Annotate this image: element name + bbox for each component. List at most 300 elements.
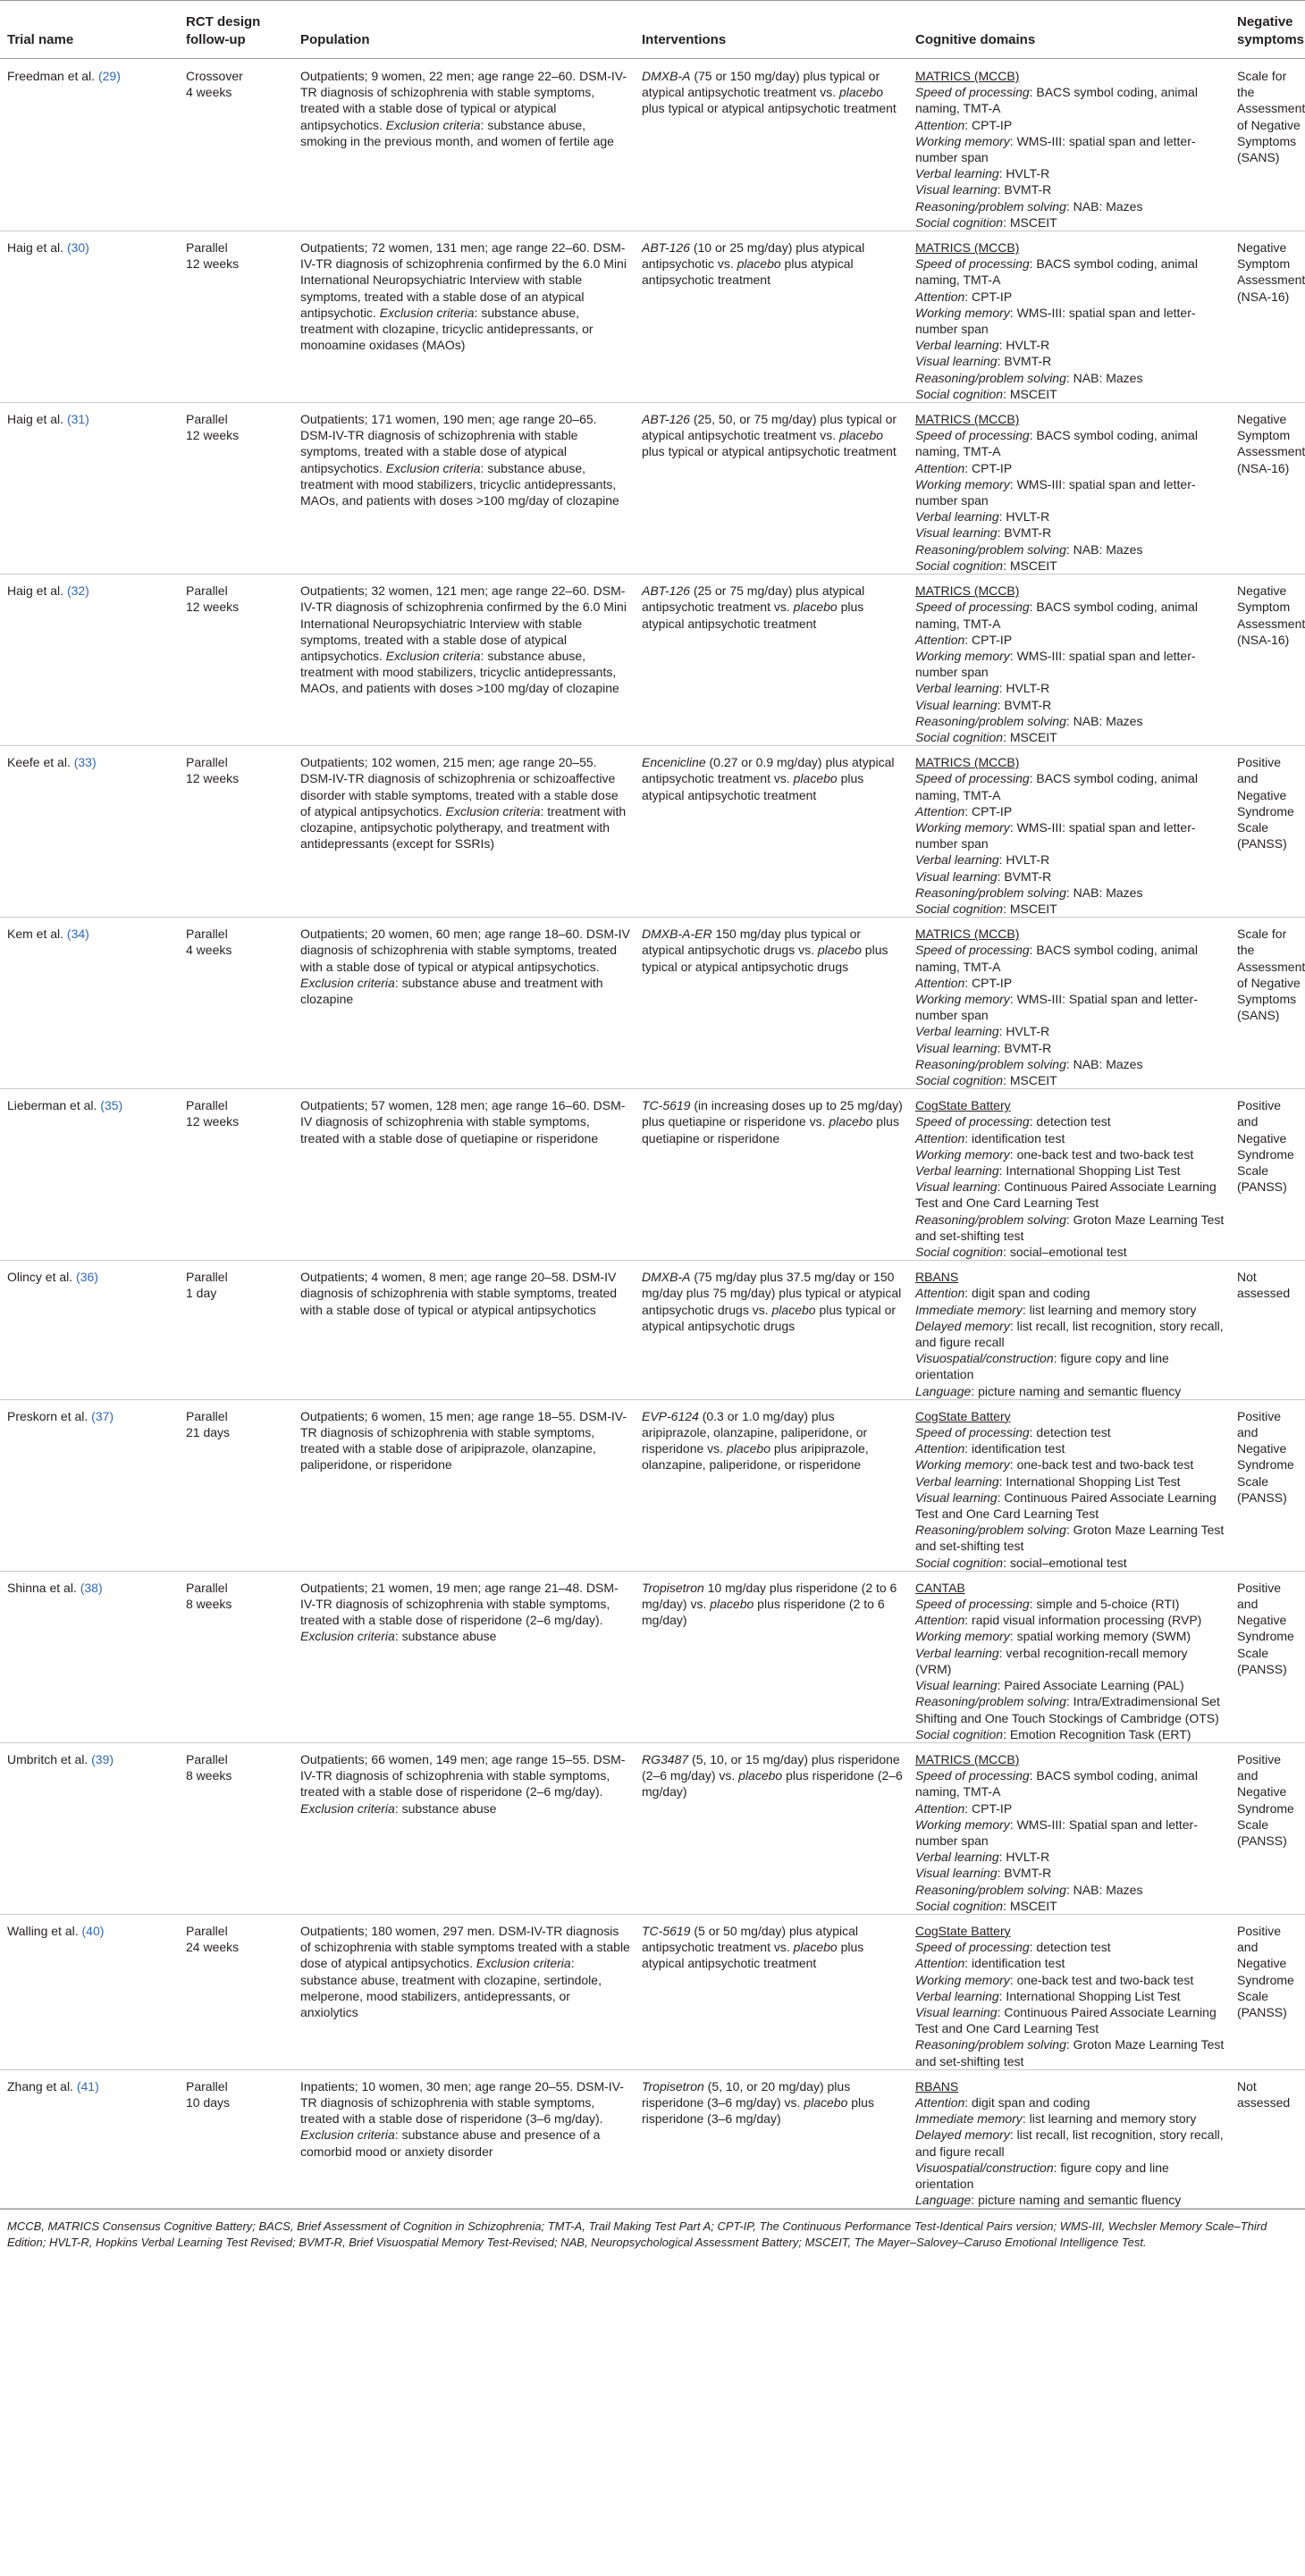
domain-tests: : MSCEIT: [1003, 729, 1057, 744]
design-type: Parallel: [186, 1580, 228, 1595]
domain-name: Attention: [915, 1441, 965, 1456]
domain-name: Attention: [915, 632, 965, 647]
domain-line: [915, 1817, 1226, 1849]
interventions-cell: [635, 1742, 908, 1914]
domain-name: Reasoning/problem solving: [915, 198, 1066, 214]
domain-tests: : NAB: Mazes: [1065, 1882, 1143, 1897]
domain-tests: : International Shopping List Test: [998, 1473, 1181, 1489]
trial-name-cell: [0, 403, 179, 575]
drug-name: placebo: [829, 1114, 873, 1129]
domain-tests: : CPT-IP: [964, 632, 1013, 647]
design-cell: [179, 575, 293, 746]
domain-name: Speed of processing: [915, 771, 1030, 786]
population-cell: [293, 1571, 635, 1742]
domain-line: [915, 885, 1226, 901]
drug-name: EVP-6124: [642, 1408, 699, 1423]
domain-name: Verbal learning: [915, 1024, 999, 1039]
trial-name: Shinna et al.: [7, 1580, 77, 1595]
domain-line: [915, 697, 1226, 713]
domain-name: Verbal learning: [915, 338, 999, 353]
domain-tests: : WMS-III: spatial span and letter-number span: [915, 305, 1196, 337]
follow-up: 1 day: [186, 1286, 217, 1301]
negative-symptoms-scale: Positive and Negative Syndrome Scale (PANSS): [1237, 1098, 1294, 1195]
population-text: Outpatients; 20 women, 60 men; age range 18–60. DSM-IV diagnosis of schizophrenia with stable symptoms, treated with a stable dose of typical or atypical antipsychotics.: [300, 927, 630, 974]
domain-tests: : MSCEIT: [1003, 1072, 1057, 1087]
intervention-text: (0.27 or 0.9 mg/day) plus atypical antipsychotic treatment vs.: [642, 755, 895, 786]
domain-tests: : Continuous Paired Associate Learning Test and One Card Learning Test: [915, 1489, 1217, 1522]
design-type: Parallel: [186, 1751, 228, 1766]
domain-name: Speed of processing: [915, 428, 1030, 443]
domain-line: [915, 1072, 1226, 1088]
population-text: Outpatients; 66 women, 149 men; age range 15–55. DSM-IV-TR diagnosis of schizophrenia with stable symptoms, treated with a stable dose of risperidone (2–6 mg/day).: [300, 1751, 626, 1800]
domain-line: [915, 1612, 1226, 1628]
population-cell: [293, 1261, 635, 1400]
intervention-text: (5, 10, or 15 mg/day) plus risperidone (2–6 mg/day) vs.: [642, 1751, 900, 1783]
domain-line: [915, 770, 1226, 802]
intervention-text: plus atypical antipsychotic treatment: [642, 256, 854, 288]
domain-tests: : NAB: Mazes: [1065, 370, 1143, 385]
population-emph: Exclusion criteria: [379, 305, 475, 320]
domain-tests: : identification test: [964, 1956, 1065, 1971]
domain-line: [915, 427, 1226, 459]
trial-name: Umbritch et al.: [7, 1751, 88, 1766]
cognitive-domains-cell: [908, 1571, 1230, 1742]
domain-line: [915, 2192, 1226, 2208]
domain-name: Social cognition: [915, 214, 1004, 230]
domain-line: [915, 1113, 1226, 1129]
domain-tests: : detection test: [1029, 1114, 1111, 1129]
intervention-text: (25 or 75 mg/day) plus atypical antipsychotic treatment vs.: [642, 583, 865, 615]
trial-name-cell: [0, 2069, 179, 2209]
intervention-text: (in increasing doses up to 25 mg/day) plus quetiapine or risperidone vs.: [642, 1098, 903, 1129]
domain-tests: : Groton Maze Learning Test and set-shifting test: [915, 2037, 1225, 2068]
cognitive-domains-cell: [908, 1399, 1230, 1571]
domain-tests: : Emotion Recognition Task (ERT): [1003, 1726, 1191, 1741]
domain-name: Verbal learning: [915, 509, 999, 524]
battery-name: MATRICS (MCCB): [915, 1751, 1020, 1766]
domain-tests: : identification test: [964, 1441, 1065, 1456]
trial-name: Zhang et al.: [7, 2078, 73, 2094]
domain-tests: : Intra/Extradimensional Set Shifting and One Touch Stockings of Cambridge (OTS): [915, 1694, 1220, 1725]
domain-line: [915, 386, 1226, 402]
intervention-text: plus typical or atypical antipsychotic drugs: [642, 943, 888, 974]
negative-symptoms-cell: [1230, 403, 1305, 575]
domain-line: [915, 476, 1226, 508]
domain-tests: : MSCEIT: [1003, 901, 1057, 916]
domain-name: Visual learning: [915, 182, 998, 197]
design-cell: [179, 1914, 293, 2069]
follow-up: 10 days: [186, 2094, 231, 2110]
drug-name: Tropisetron: [642, 1580, 704, 1595]
domain-name: Visual learning: [915, 1866, 998, 1881]
domain-line: [915, 460, 1226, 476]
domain-tests: : WMS-III: Spatial span and letter-number span: [915, 1817, 1198, 1848]
domain-tests: : International Shopping List Test: [998, 1163, 1181, 1178]
design-type: Parallel: [186, 1408, 228, 1423]
population-text: Outpatients; 180 women, 297 men. DSM-IV-TR diagnosis of schizophrenia with stable symptoms treated with a stable dose of atypical antipsychotics.: [300, 1923, 630, 1971]
design-type: Parallel: [186, 240, 228, 256]
domain-line: [915, 541, 1226, 558]
reference-link[interactable]: (36): [76, 1270, 98, 1285]
follow-up: 4 weeks: [186, 943, 232, 958]
domain-tests: : list learning and memory story: [1022, 2111, 1197, 2127]
header-interventions: Interventions: [635, 1, 908, 59]
domain-tests: : WMS-III: spatial span and letter-number span: [915, 648, 1196, 680]
domain-name: Social cognition: [915, 1072, 1004, 1087]
reference-link[interactable]: (35): [100, 1098, 123, 1113]
interventions-cell: [635, 1571, 908, 1742]
domain-line: [915, 1146, 1226, 1162]
domain-name: Attention: [915, 1613, 965, 1628]
domain-tests: : NAB: Mazes: [1065, 1056, 1143, 1071]
population-emph: Exclusion criteria: [300, 1629, 395, 1644]
cognitive-domains-cell: [908, 575, 1230, 746]
domain-tests: : figure copy and line orientation: [915, 2160, 1169, 2191]
population-text: Outpatients; 57 women, 128 men; age range 16–60. DSM-IV diagnosis of schizophrenia with stable symptoms, treated with a stable dose of quetiapine or risperidone: [300, 1098, 626, 1145]
domain-name: Visual learning: [915, 2004, 998, 2019]
domain-tests: : Groton Maze Learning Test and set-shifting test: [915, 1212, 1225, 1243]
domain-line: [915, 337, 1226, 353]
negative-symptoms-scale: Not assessed: [1237, 2078, 1291, 2110]
negative-symptoms-scale: Negative Symptom Assessment (NSA-16): [1237, 412, 1305, 475]
reference-link[interactable]: (37): [91, 1408, 114, 1423]
domain-name: Attention: [915, 460, 965, 475]
trial-name-cell: [0, 1571, 179, 1742]
cognitive-domains-cell: [908, 1742, 1230, 1914]
domain-name: Speed of processing: [915, 1114, 1030, 1129]
follow-up: 12 weeks: [186, 771, 240, 786]
population-cell: [293, 1914, 635, 2069]
table-row: [0, 2069, 1305, 2209]
battery-name: MATRICS (MCCB): [915, 412, 1020, 427]
domain-tests: : BACS symbol coding, animal naming, TMT-A: [915, 85, 1198, 116]
domain-line: [915, 1162, 1226, 1179]
domain-tests: : NAB: Mazes: [1065, 541, 1143, 557]
population-cell: [293, 59, 635, 231]
intervention-text: (75 mg/day plus 37.5 mg/day or 150 mg/day plus 75 mg/day) plus typical or atypical antipsychotic drugs vs.: [642, 1270, 902, 1317]
population-cell: [293, 918, 635, 1089]
domain-name: Visual learning: [915, 1678, 998, 1693]
domain-name: Visual learning: [915, 1179, 998, 1195]
domain-line: [915, 181, 1226, 197]
drug-name: placebo: [710, 1597, 754, 1612]
table-row: [0, 1571, 1305, 1742]
domain-tests: : BVMT-R: [997, 525, 1052, 541]
domain-line: [915, 1800, 1226, 1817]
drug-name: ABT-126: [642, 240, 690, 256]
domain-name: Social cognition: [915, 1726, 1004, 1741]
domain-line: [915, 1130, 1226, 1146]
domain-name: Verbal learning: [915, 681, 999, 696]
reference-link[interactable]: (40): [81, 1923, 105, 1938]
domain-name: Social cognition: [915, 558, 1004, 573]
population-cell: [293, 1399, 635, 1571]
domain-line: [915, 1865, 1226, 1881]
negative-symptoms-scale: Positive and Negative Syndrome Scale (PANSS): [1237, 1408, 1294, 1505]
domain-line: [915, 1424, 1226, 1440]
battery-name: CANTAB: [915, 1580, 965, 1595]
intervention-text: plus atypical antipsychotic treatment: [642, 771, 864, 802]
reference-link[interactable]: (31): [66, 412, 89, 427]
domain-name: Reasoning/problem solving: [915, 1882, 1066, 1897]
domain-name: Verbal learning: [915, 1473, 999, 1489]
population-emph: Exclusion criteria: [445, 803, 541, 818]
domain-line: [915, 632, 1226, 648]
domain-tests: : CPT-IP: [964, 460, 1013, 475]
population-emph: Exclusion criteria: [476, 1956, 571, 1971]
table-row: [0, 1089, 1305, 1261]
follow-up: 12 weeks: [186, 256, 240, 272]
header-trial-name: Trial name: [0, 1, 179, 59]
domain-tests: : verbal recognition-recall memory (VRM): [915, 1645, 1188, 1676]
trial-name: Keefe et al.: [7, 755, 71, 770]
header-cognitive-domains: Cognitive domains: [908, 1, 1230, 59]
cognitive-domains-cell: [908, 59, 1230, 231]
reference-link[interactable]: (29): [97, 69, 121, 83]
design-type: Parallel: [186, 1270, 228, 1285]
domain-line: [915, 713, 1226, 729]
battery-name: CogState Battery: [915, 1923, 1011, 1938]
domain-line: [915, 975, 1226, 991]
domain-name: Visual learning: [915, 525, 998, 541]
domain-line: [915, 852, 1226, 868]
follow-up: 8 weeks: [186, 1597, 232, 1612]
table-row: [0, 918, 1305, 1089]
domain-name: Social cognition: [915, 729, 1004, 744]
domain-name: Attention: [915, 289, 965, 304]
domain-name: Attention: [915, 975, 965, 990]
drug-name: placebo: [771, 1302, 816, 1317]
population-cell: [293, 2069, 635, 2209]
domain-line: [915, 133, 1226, 165]
domain-line: [915, 2036, 1226, 2068]
population-emph: Exclusion criteria: [385, 117, 481, 132]
intervention-text: plus risperidone (2 to 6 mg/day): [642, 1597, 885, 1628]
interventions-cell: [635, 1089, 908, 1261]
domain-tests: : HVLT-R: [998, 166, 1050, 181]
domain-tests: : detection test: [1029, 1940, 1111, 1955]
domain-tests: : BVMT-R: [997, 868, 1052, 884]
follow-up: 12 weeks: [186, 600, 240, 615]
domain-tests: : picture naming and semantic fluency: [971, 1383, 1182, 1398]
negative-symptoms-cell: [1230, 1742, 1305, 1914]
domain-name: Working memory: [915, 991, 1010, 1006]
interventions-cell: [635, 1914, 908, 2069]
domain-line: [915, 901, 1226, 917]
population-text: Outpatients; 9 women, 22 men; age range 22–60. DSM-IV-TR diagnosis of schizophrenia with stable symptoms, treated with a stable dose of typical or atypical antipsychotics.: [300, 69, 627, 132]
domain-name: Delayed memory: [915, 2127, 1010, 2143]
domain-line: [915, 648, 1226, 680]
design-type: Parallel: [186, 2078, 228, 2094]
negative-symptoms-scale: Negative Symptom Assessment (NSA-16): [1237, 583, 1305, 647]
domain-name: Working memory: [915, 1457, 1010, 1473]
domain-name: Speed of processing: [915, 943, 1030, 958]
header-negative-symptoms: Negative symptoms: [1230, 1, 1305, 59]
intervention-text: (25, 50, or 75 mg/day) plus typical or atypical antipsychotic treatment vs.: [642, 412, 897, 443]
domain-tests: : International Shopping List Test: [998, 1988, 1181, 2003]
design-type: Crossover: [186, 69, 243, 83]
domain-tests: : spatial working memory (SWM): [1009, 1629, 1191, 1644]
population-emph: Exclusion criteria: [300, 975, 395, 990]
domain-tests: : HVLT-R: [998, 852, 1050, 868]
follow-up: 24 weeks: [186, 1940, 240, 1955]
follow-up: 4 weeks: [186, 85, 232, 100]
design-type: Parallel: [186, 927, 228, 942]
intervention-text: plus typical or atypical antipsychotic drugs: [642, 1302, 897, 1333]
domain-line: [915, 1767, 1226, 1800]
domain-name: Attention: [915, 117, 965, 132]
design-type: Parallel: [186, 583, 228, 599]
domain-tests: : list learning and memory story: [1022, 1302, 1197, 1317]
domain-line: [915, 1988, 1226, 2004]
population-text: Outpatients; 6 women, 15 men; age range 18–55. DSM-IV-TR diagnosis of schizophrenia with stable symptoms, treated with a stable dose of aripiprazole, olanzapine, paliperidone, or risperidone: [300, 1408, 627, 1473]
trial-name: Kem et al.: [7, 927, 64, 942]
negative-symptoms-scale: Positive and Negative Syndrome Scale (PANSS): [1237, 755, 1294, 852]
follow-up: 12 weeks: [186, 1114, 240, 1129]
domain-line: [915, 680, 1226, 696]
domain-tests: : identification test: [964, 1130, 1065, 1145]
domain-tests: : BACS symbol coding, animal naming, TMT-A: [915, 600, 1198, 631]
interventions-cell: [635, 1399, 908, 1571]
domain-tests: : MSCEIT: [1003, 1898, 1057, 1913]
trial-name-cell: [0, 1089, 179, 1261]
interventions-cell: [635, 403, 908, 575]
domain-tests: : WMS-III: spatial span and letter-number span: [915, 133, 1196, 165]
domain-line: [915, 370, 1226, 386]
design-cell: [179, 1399, 293, 1571]
interventions-cell: [635, 918, 908, 1089]
domain-tests: : list recall, list recognition, story recall, and figure recall: [915, 1318, 1224, 1350]
domain-tests: : HVLT-R: [998, 1024, 1050, 1039]
negative-symptoms-scale: Scale for the Assessment of Negative Symptoms (SANS): [1237, 69, 1305, 165]
header-design: RCT design follow-up: [179, 1, 293, 59]
domain-tests: : CPT-IP: [964, 289, 1013, 304]
cognitive-domains-cell: [908, 403, 1230, 575]
domain-name: Working memory: [915, 1972, 1010, 1987]
header-row: [0, 1, 1305, 59]
domain-tests: : Paired Associate Learning (PAL): [997, 1678, 1184, 1693]
domain-line: [915, 1212, 1226, 1244]
reference-link[interactable]: (34): [66, 927, 89, 942]
domain-line: [915, 729, 1226, 745]
reference-link[interactable]: (32): [66, 583, 89, 599]
domain-name: Working memory: [915, 133, 1010, 148]
domain-tests: : BACS symbol coding, animal naming, TMT-A: [915, 943, 1198, 974]
domain-line: [915, 1939, 1226, 1955]
domain-tests: : BACS symbol coding, animal naming, TMT-A: [915, 771, 1198, 802]
population-emph: Exclusion criteria: [300, 1800, 395, 1816]
trial-name: Walling et al.: [7, 1923, 79, 1938]
domain-line: [915, 1645, 1226, 1677]
domain-name: Working memory: [915, 819, 1010, 835]
population-emph: Exclusion criteria: [385, 648, 481, 663]
drug-name: DMXB-A: [642, 1270, 691, 1285]
domain-name: Reasoning/problem solving: [915, 713, 1066, 728]
intervention-text: (5 or 50 mg/day) plus atypical antipsychotic treatment vs.: [642, 1923, 858, 1955]
domain-name: Verbal learning: [915, 1850, 999, 1865]
domain-name: Reasoning/problem solving: [915, 1694, 1066, 1709]
domain-tests: : social–emotional test: [1003, 1555, 1127, 1570]
domain-line: [915, 1489, 1226, 1522]
domain-tests: : BACS symbol coding, animal naming, TMT-A: [915, 428, 1198, 459]
trial-name-cell: [0, 1742, 179, 1914]
domain-line: [915, 1677, 1226, 1693]
domain-tests: : BVMT-R: [997, 697, 1052, 712]
reference-link[interactable]: (30): [66, 240, 89, 256]
domain-tests: : BACS symbol coding, animal naming, TMT-A: [915, 256, 1198, 288]
domain-tests: : CPT-IP: [964, 117, 1013, 132]
domain-line: [915, 1473, 1226, 1489]
domain-name: Verbal learning: [915, 1645, 999, 1660]
population-cell: [293, 1089, 635, 1261]
cognitive-domains-cell: [908, 1089, 1230, 1261]
trial-name-cell: [0, 918, 179, 1089]
domain-line: [915, 1972, 1226, 1988]
domain-line: [915, 1023, 1226, 1039]
domain-name: Speed of processing: [915, 1425, 1030, 1440]
reference-link[interactable]: (33): [73, 755, 97, 770]
reference-link[interactable]: (39): [91, 1751, 114, 1766]
domain-name: Social cognition: [915, 1898, 1004, 1913]
reference-link[interactable]: (41): [76, 2078, 99, 2094]
domain-tests: : Continuous Paired Associate Learning Test and One Card Learning Test: [915, 1179, 1217, 1211]
domain-name: Verbal learning: [915, 1163, 999, 1178]
intervention-text: plus risperidone (2–6 mg/day): [642, 1768, 903, 1800]
interventions-cell: [635, 746, 908, 918]
table-footnote: MCCB, MATRICS Consensus Cognitive Battery; BACS, Brief Assessment of Cognition in Schizophrenia; TMT-A, Trail Making Test Part A; CPT-IP, The Continuous Performance Test-Identical Pairs version; WMS-III, Wechsler Memory Scale–Third Edition; HVLT-R, Hopkins Verbal Learning Test Revised; BVMT-R, Brief Visuospatial Memory Test-Revised; NAB, Neuropsychological Assessment Battery; MSCEIT, The Mayer–Salovey–Caruso Emotional Intelligence Test.: [0, 2209, 1305, 2251]
domain-line: [915, 1318, 1226, 1350]
interventions-cell: [635, 59, 908, 231]
drug-name: TC-5619: [642, 1098, 691, 1113]
trial-name: Preskorn et al.: [7, 1408, 88, 1423]
domain-name: Immediate memory: [915, 1302, 1023, 1317]
population-cell: [293, 403, 635, 575]
negative-symptoms-cell: [1230, 1089, 1305, 1261]
domain-line: [915, 1302, 1226, 1318]
intervention-text: (5, 10, or 20 mg/day) plus risperidone (3–6 mg/day) vs.: [642, 2078, 851, 2110]
drug-name: placebo: [738, 1768, 783, 1783]
domain-tests: : HVLT-R: [998, 681, 1050, 696]
design-type: Parallel: [186, 1923, 228, 1938]
domain-tests: : figure copy and line orientation: [915, 1351, 1169, 1382]
battery-name: MATRICS (MCCB): [915, 240, 1020, 256]
battery-name: RBANS: [915, 1270, 959, 1285]
domain-line: [915, 942, 1226, 974]
domain-line: [915, 84, 1226, 116]
domain-name: Reasoning/problem solving: [915, 885, 1066, 900]
domain-tests: : CPT-IP: [964, 803, 1013, 818]
population-text: : substance abuse and treatment with clozapine: [300, 975, 603, 1006]
domain-name: Attention: [915, 1800, 965, 1816]
drug-name: Encenicline: [642, 755, 706, 770]
population-cell: [293, 746, 635, 918]
domain-name: Speed of processing: [915, 85, 1030, 100]
domain-tests: : digit span and coding: [964, 1286, 1090, 1301]
design-type: Parallel: [186, 412, 228, 427]
reference-link[interactable]: (38): [80, 1580, 103, 1595]
negative-symptoms-scale: Not assessed: [1237, 1270, 1291, 1301]
domain-line: [915, 524, 1226, 541]
domain-name: Working memory: [915, 648, 1010, 663]
negative-symptoms-cell: [1230, 575, 1305, 746]
follow-up: 12 weeks: [186, 428, 240, 443]
domain-tests: : MSCEIT: [1003, 558, 1057, 573]
interventions-cell: [635, 1261, 908, 1400]
domain-line: [915, 1522, 1226, 1554]
table-row: [0, 1742, 1305, 1914]
domain-name: Visual learning: [915, 697, 998, 712]
negative-symptoms-scale: Positive and Negative Syndrome Scale (PANSS): [1237, 1751, 1294, 1848]
